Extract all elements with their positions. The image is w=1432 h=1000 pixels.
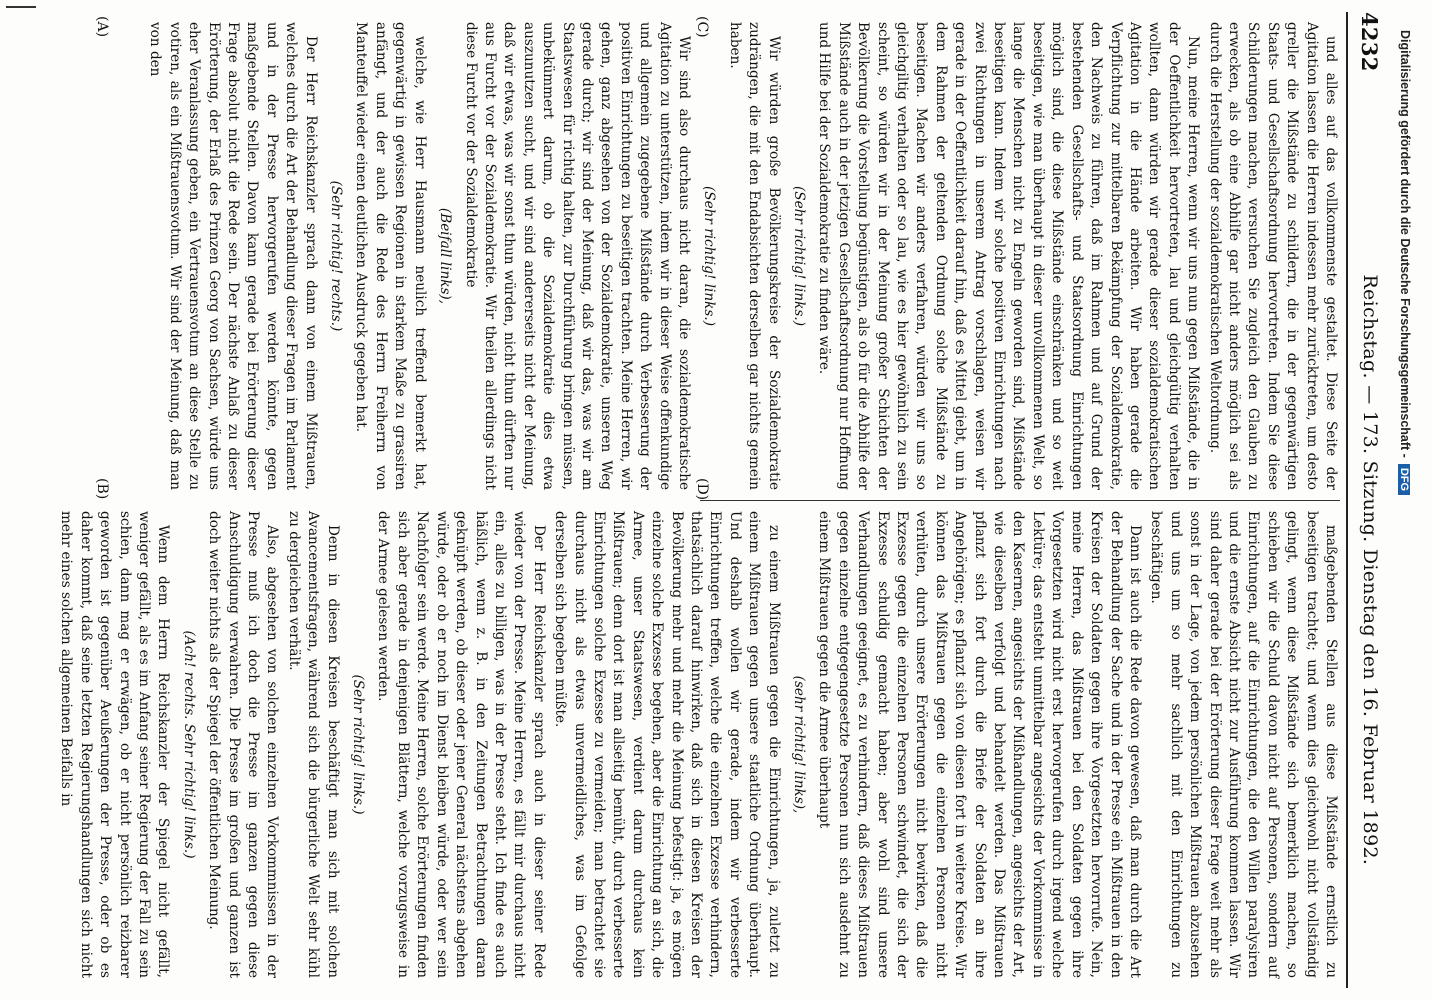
paragraph: Dann ist auch die Rede davon gewesen, daß man durch die Art der Behandlung der Sache und in der Presse ein Mißtrauen in den Kreisen der Soldaten gegen ihre Vorgesetzten hervorrufe. Nein, meine Herren, das Mißtrauen bei den Soldaten gegen ihre Vorgesetzten wird nicht erst hervorgerufen durch irgend welche Lektüre; das entsteht unmittelbar angesichts der Vorkommnisse in den Kasernen, angesichts der Mißhandlungen, angesichts der Art, wie dieselben verfolgt und behandelt werden. Das Mißtrauen pflanzt sich fort durch die Briefe der Soldaten an ihre Angehörigen; es pflanzt sich von diesen fort in weitere Kreise. Wir können das Mißtrauen gegen die einzelnen Personen nicht verhüten, durch unsere Erörterungen nicht bewirken, daß die Exzesse gegen die einzelnen Personen schwindet, die sich der Exzesse schuldig gemacht haben; aber wohl sind unsere Verhandlungen geeignet, es zu verhindern, daß dieses Mißtrauen gegen einzelne entgegengesetzte Personen nun sich ausdehnt zu einem Mißtrauen gegen die Armee überhaupt	[816, 511, 1143, 978]
paragraph: welche, wie Herr Hausmann neulich treffend bemerkt hat, gegenwärtig in gewissen Regionen in starkem Maße zu grassiren anfängt, und der auch die Rede des Herrn Freiherrn von Manteuffel wieder einen deutlichen Ausdruck gegeben hat.	[353, 22, 428, 490]
digitization-credit	[1398, 30, 1412, 495]
interjection: (Sehr richtig! rechts.)	[328, 180, 345, 332]
paragraph: Der Herr Reichskanzler sprach dann von einem Mißtrauen, welches durch die Art der Behandlung dieser Fragen im Parlament und in der Presse hervorgerufen werden könnte, gegen maßgebende Stellen. Davon kann gerade bei Erörterung dieser Frage absolut nicht die Rede sein. Der nächste Anlaß zu dieser Erörterung, der Erlaß des Prinzen Georg von Sachsen, würde uns eher Veranlassung geben, ein Vertrauensvotum an diese Stelle zu votiren, als ein Mißtrauensvotum. Wir sind der Meinung, daß man von den	[147, 22, 319, 490]
interjection: (Sehr richtig! links.)	[701, 185, 718, 327]
interjection: (Beifall links),	[437, 207, 454, 305]
paragraph: Wir würden große Bevölkerungskreise der Sozialdemokratie zudrängen, die mit den Endabsichten derselben gar nichts gemein haben.	[726, 22, 782, 490]
credit-text: Digitalisierung gefördert durch die Deutsche Forschungsgemeinschaft -	[1398, 30, 1412, 458]
margin-marker-c: (C)	[694, 16, 710, 38]
paragraph: Wenn dem Herrn Reichskanzler der Spiegel nicht gefällt, weniger gefällt, als es im Anfang seiner Regierung der Fall zu sein schien, dann mag er erwägen, ob er nicht persönlich reizbarer geworden ist gegenüber Aeußerungen der Presse, oder ob es daher kommt, daß seine letzten Regierungshandlungen sich nicht mehr eines solchen allgemeinen Beifalls in	[58, 511, 172, 978]
page-edge-mark	[6, 6, 36, 8]
margin-marker-b: (B)	[94, 478, 110, 500]
page-number: 4232	[1357, 12, 1383, 72]
interjection: (sehr richtig! links),	[791, 675, 808, 814]
right-column	[58, 500, 1340, 988]
text-columns	[58, 12, 1340, 988]
paragraph: Nun, meine Herren, wenn wir uns nun gegen Mißstände, die in der Oeffentlichkeit hervortreten, lau und gleichgültig verhalten wollten, dann würden wir gerade dieser sozialdemokratischen Agitation in die Hände arbeiten. Wir haben gerade die Verpflichtung zur mittelbaren Bekämpfung der Sozialdemokratie, den Nachweis zu führen, daß im Rahmen und auf Grund der bestehenden Gesellschafts- und Staatsordnung Einrichtungen möglich sind, die diese Mißstände einschränken und so weit beseitigen, wie man überhaupt in dieser unvollkommenen Welt, so lange die Menschen nicht zu Engeln geworden sind, Mißstände beseitigen kann. Indem wir solche positiven Einrichtungen nach zwei Richtungen in unserem Antrag vorschlagen, weisen wir gerade in der Oeffentlichkeit darauf hin, daß es Mittel giebt, um in dem Rahmen der geltenden Ordnung solche Mißstände zu beseitigen. Machen wir anders verfahren, würden wir uns so gleichgiltig verhalten oder so lau, wie es hier gewöhnlich zu sein scheint, so würden wir in der Meinung großer Schichten der Bevölkerung die Vorstellung begünstigen, als ob für die Abhilfe der Mißstände auch in der jetzigen Gesellschaftsordnung nur Hoffnung und Hilfe bei der Sozialdemokratie zu finden wäre.	[816, 22, 1202, 490]
rotated-page-content	[58, 12, 1400, 988]
paragraph: Also, abgesehen von solchen einzelnen Vorkommnissen in der Presse muß ich doch die Presse im ganzen gegen diese Anschuldigung verwahren. Die Presse im großen und ganzen ist doch weiter nichts als der Spiegel der öffentlichen Meinung.	[206, 511, 281, 978]
margin-marker-a: (A)	[94, 16, 110, 38]
paragraph: Der Herr Reichskanzler sprach auch in dieser seiner Rede wieder von der Presse. Meine Herren, es fällt mir durchaus nicht ein, alles zu billigen, was in der Presse steht. Ich finde es auch häßlich, wenn z. B. in den Zeitungen Betrachtungen daran geknüpft werden, ob dieser oder jener General nächstens abgehen würde, oder ob er noch im Dienst bleiben würde, oder wer sein Nachfolger sein werde. Meine Herren, solche Erörterungen finden sich aber gerade in denjenigen Blättern, welche vorzugsweise in der Armee gelesen werden.	[375, 511, 547, 978]
page-title: Reichstag. — 173. Sitzung. Dienstag den 16. Februar 1892.	[1359, 274, 1381, 866]
running-header	[1346, 12, 1392, 988]
paragraph: zu einem Mißtrauen gegen die Einrichtungen, ja, zuletzt zu einem Mißtrauen gegen unsere staatliche Ordnung überhaupt. Und deshalb wollen wir gerade, indem wir verbesserte Einrichtungen treffen, welche die einzelnen Exzesse verhindern, thatsächlich darauf hinwirken, daß sich in diesen Kreisen der Bevölkerung mehr und mehr die Meinung befestigt: ja, es mögen einzelne solche Exzesse begehen, aber die Einrichtung an sich, die Armee, unser Staatswesen, verdient darum durchaus kein Mißtrauen; denn dort ist man allseitig bemüht, durch verbesserte Einrichtungen solche Exzesse zu vermeiden; man betrachtet sie durchaus nicht als etwas unvermeidliches, was im Gefolge derselben sich begeben müßte.	[552, 511, 782, 978]
dfg-logo: DFG	[1398, 464, 1410, 495]
paragraph: und alles auf das vollkommenste gestaltet. Diese Seite der Agitation lassen die Herren indessen mehr zurücktreten, um desto greller die Mißstände zu schildern, die in der gegenwärtigen Staats- und Gesellschaftsordnung hervortreten. Indem Sie diese Schilderungen machen, versuchen Sie zugleich den Glauben zu erwecken, als ob eine Abhilfe gar nicht anders möglich sei als durch die Herstellung der sozialdemokratischen Weltordnung.	[1206, 22, 1339, 490]
paragraph: Denn in diesen Kreisen beschäftigt man sich mit solchen Avancementsfragen, während sich die bürgerliche Welt sehr kühl zu dergleichen verhält.	[285, 511, 341, 978]
interjection: (Ach! rechts. Sehr richtig! links.)	[180, 630, 197, 859]
left-column	[147, 12, 1340, 500]
paragraph: maßgebenden Stellen aus diese Mißstände ernstlich zu beseitigen trachtet; und wenn dies gleichwohl nicht vollständig gelingt, wenn diese Mißstände sich bemerklich machen, so schieben wir die Schuld davon nicht auf Personen, sondern auf Einrichtungen, auf die Einrichtungen, die den Willen paralysiren und die ernste Absicht nicht zur Ausführung kommen lassen. Wir sind daher gerade bei der Erörterung dieser Frage weit mehr als sonst in der Lage, von jedem persönlichen Mißtrauen abzusehen und uns um so mehr sachlich mit den Einrichtungen zu beschäftigen.	[1148, 511, 1339, 978]
interjection: (Sehr richtig! links.)	[791, 185, 808, 327]
margin-marker-d: (D)	[694, 478, 710, 501]
paragraph: Wir sind also durchaus nicht daran, die sozialdemokratische Agitation zu unterstützen, indem wir in dieser Weise offenkundige und allgemein zugegebene Mißstände durch Verbesserung der positiven Einrichtungen zu beseitigen trachten. Meine Herren, wir gehen, ganz abgesehen von der Sozialdemokratie, unseren Weg gerade durch; wir sind der Meinung, daß wir das, was wir am Staatswesen für richtig halten, zur Durchführung bringen müssen, unbekümmert darum, ob die Sozialdemokratie dies etwa auszunutzen sucht, und wir sind andererseits nicht der Meinung, daß wir etwas, was wir sonst thun würden, nicht thun dürften nur aus Furcht vor der Sozialdemokratie. Wir theilen allerdings nicht diese Furcht vor der Sozialdemokratie	[462, 22, 692, 490]
interjection: (Sehr richtig! links.)	[350, 674, 367, 815]
